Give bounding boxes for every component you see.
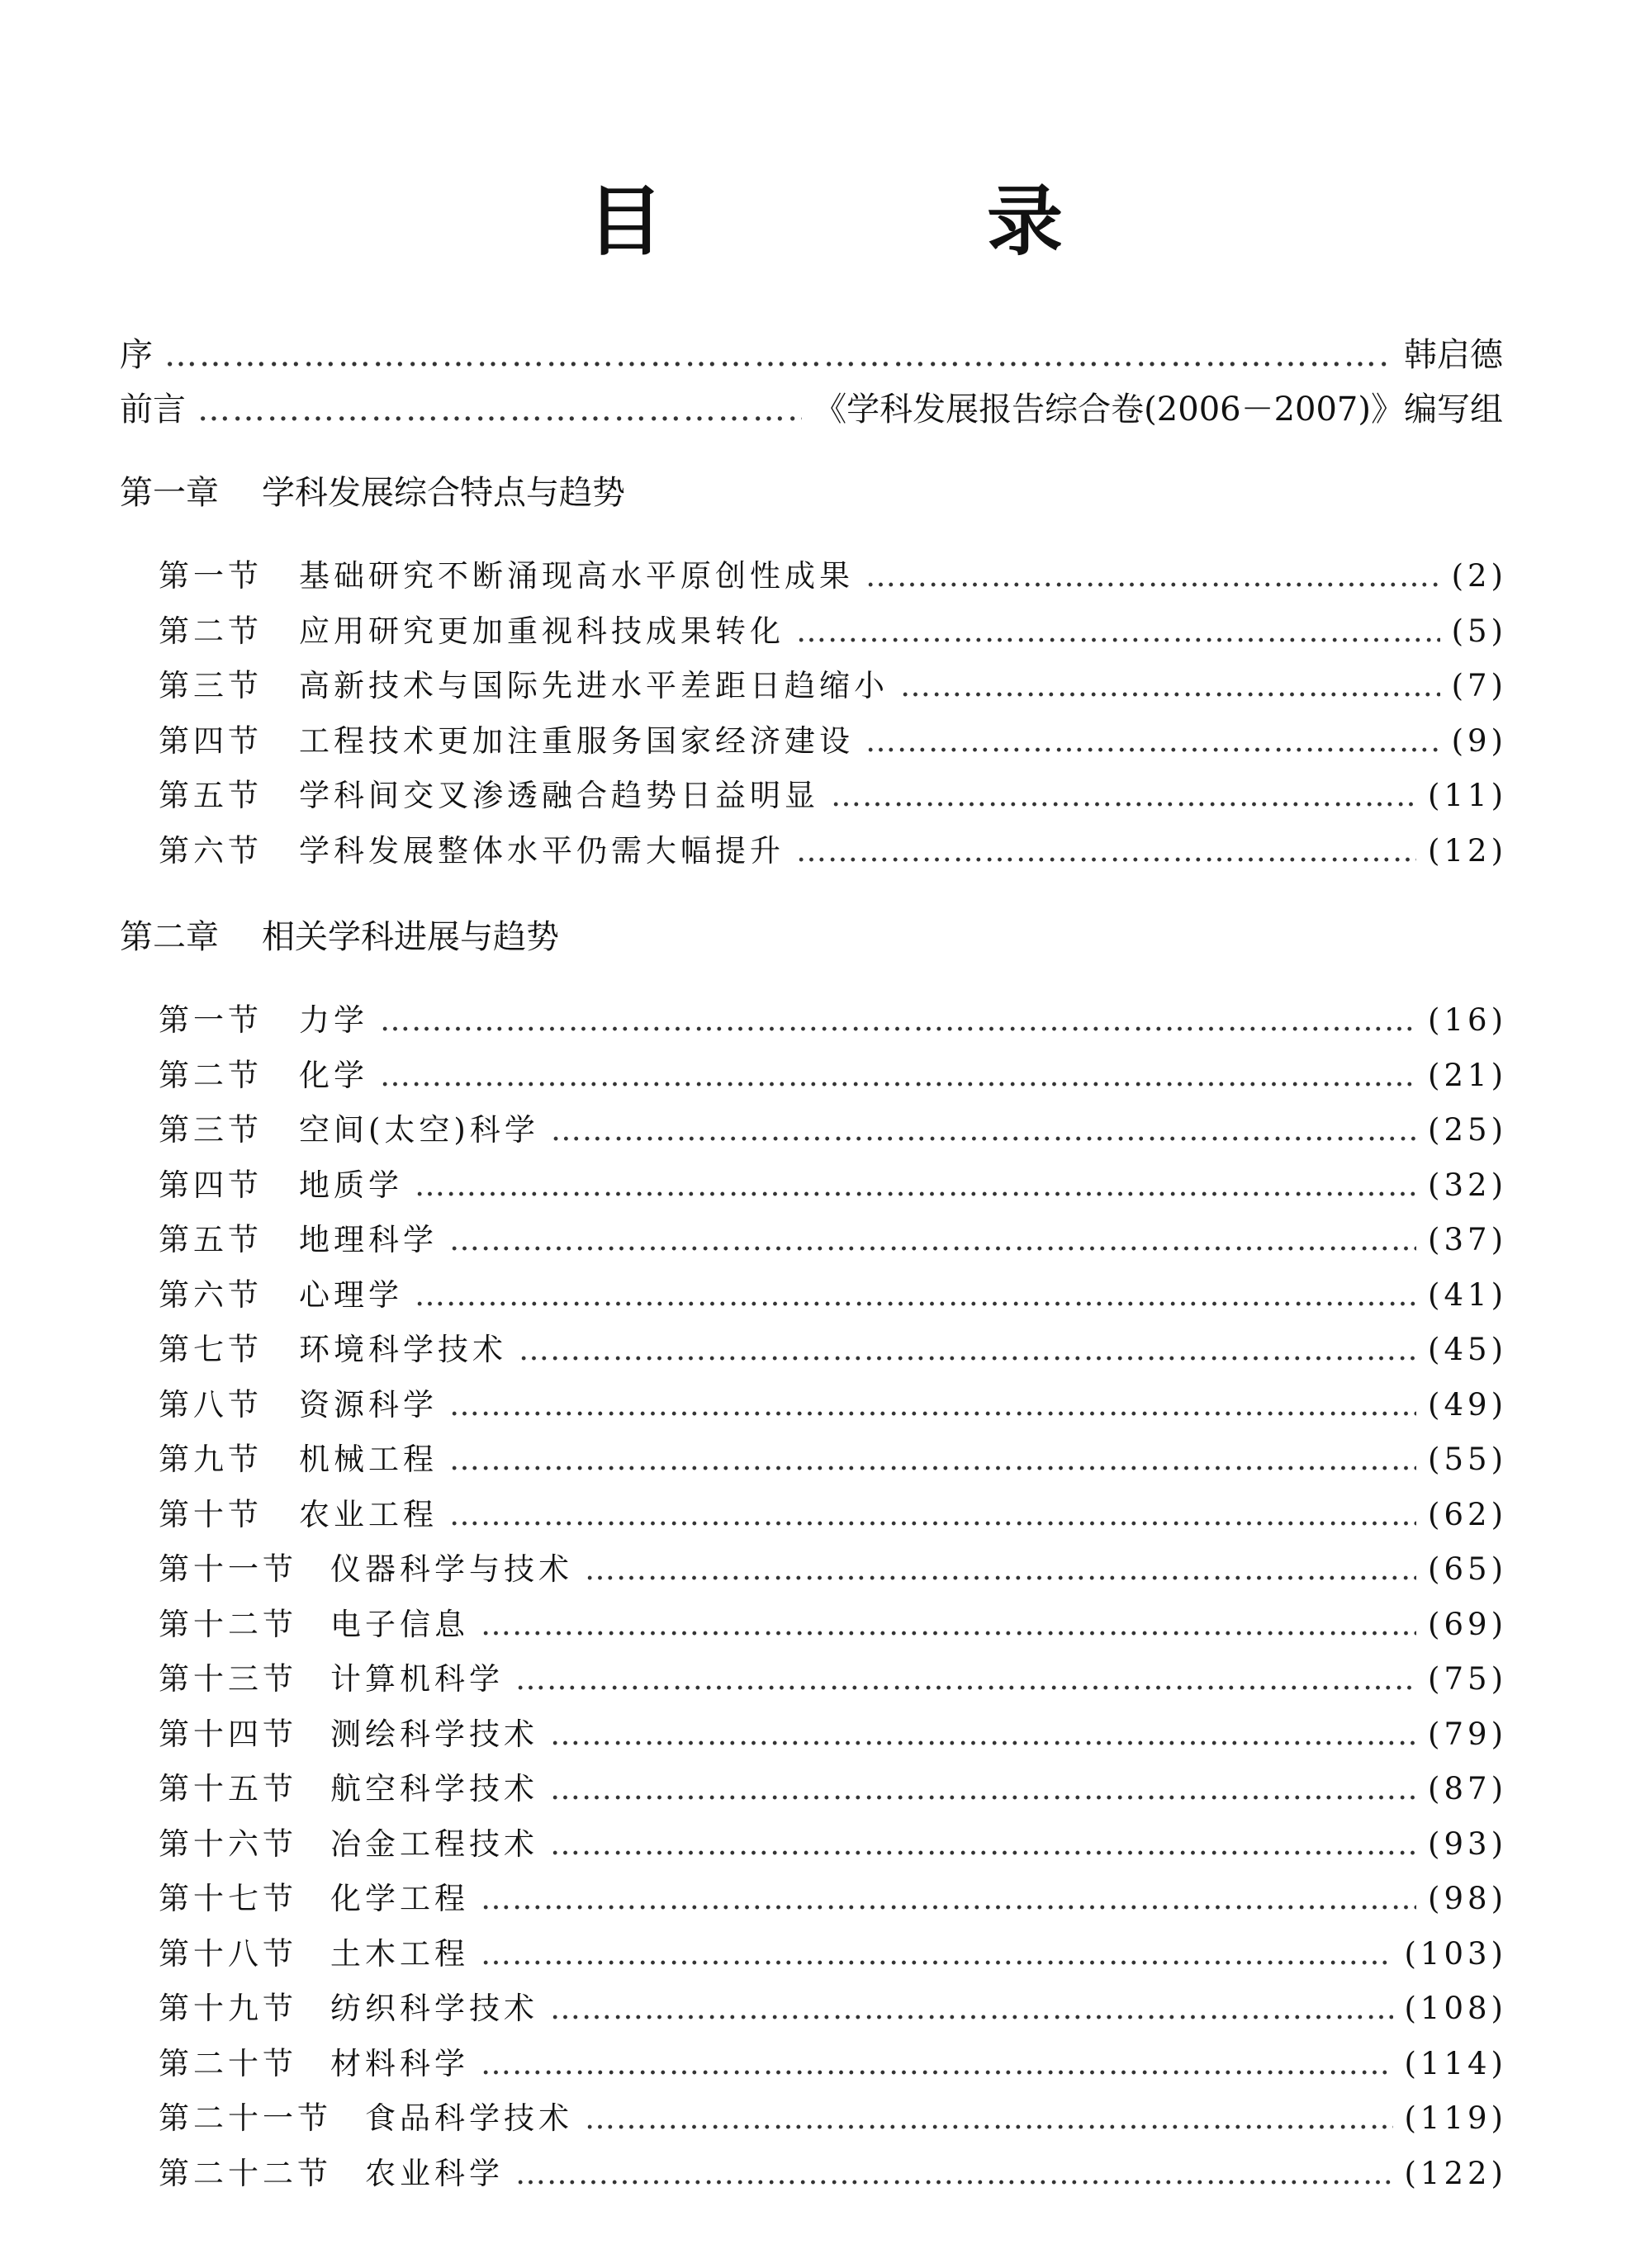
leader-dots (865, 558, 1440, 594)
section-title: 高新技术与国际先进水平差距日趋缩小 (299, 668, 889, 704)
leader-dots (197, 391, 802, 429)
section-title: 工程技术更加注重服务国家经济建设 (299, 722, 854, 759)
toc-section-entry[interactable] (159, 606, 1507, 651)
section-number: 第三节 (159, 1112, 263, 1148)
toc-section-entry[interactable] (159, 661, 1507, 705)
page-number: (69) (1428, 1606, 1507, 1642)
page-number: (11) (1428, 778, 1507, 814)
section-number: 第二十一节 (159, 2100, 332, 2136)
page-number: (65) (1428, 1551, 1507, 1587)
toc-section-entry[interactable] (159, 1764, 1507, 1808)
page-number: (119) (1404, 2100, 1507, 2136)
section-title: 心理学 (299, 1276, 403, 1313)
section-number: 第三节 (159, 668, 263, 704)
section-title: 机械工程 (299, 1442, 438, 1477)
section-number: 第二节 (159, 613, 263, 649)
leader-dots (449, 1387, 1416, 1423)
page-number: (49) (1428, 1386, 1507, 1423)
chapter-number: 第二章 (120, 918, 219, 956)
toc-section-entry[interactable] (159, 1324, 1507, 1369)
page-number: (9) (1451, 722, 1507, 759)
section-number: 第一节 (159, 558, 263, 594)
leader-dots (515, 1661, 1416, 1697)
leader-dots (831, 778, 1416, 813)
section-number: 第一节 (159, 1002, 263, 1038)
page-number: (98) (1428, 1881, 1507, 1916)
section-title: 地理科学 (299, 1222, 438, 1257)
section-number: 第七节 (159, 1332, 263, 1367)
toc-section-entry[interactable] (159, 716, 1507, 760)
section-number: 第六节 (159, 1276, 263, 1313)
entry-label: 序 (120, 336, 153, 374)
section-title: 电子信息 (330, 1606, 469, 1642)
toc-section-entry[interactable] (159, 1544, 1507, 1589)
toc-entry-preface[interactable] (120, 329, 1503, 376)
page-number: (25) (1428, 1112, 1507, 1148)
section-title: 航空科学技术 (330, 1771, 538, 1806)
page-number: (55) (1428, 1442, 1507, 1477)
page-number: (87) (1428, 1771, 1507, 1806)
page-number: (108) (1404, 1991, 1507, 2026)
page-number: (41) (1428, 1276, 1507, 1313)
leader-dots (585, 2100, 1393, 2136)
section-number: 第二节 (159, 1057, 263, 1093)
leader-dots (551, 1112, 1416, 1148)
toc-section-entry[interactable] (159, 1489, 1507, 1534)
page-number: (5) (1451, 613, 1507, 649)
page-number: (12) (1428, 833, 1507, 869)
section-number: 第四节 (159, 1167, 263, 1203)
section-number: 第二十节 (159, 2045, 297, 2081)
toc-section-entry[interactable] (159, 2038, 1507, 2083)
section-number: 第十二节 (159, 1606, 297, 1642)
section-title: 仪器科学与技术 (330, 1551, 573, 1587)
toc-section-entry[interactable] (159, 1160, 1507, 1205)
chapter-number: 第一章 (120, 474, 219, 512)
leader-dots (519, 1332, 1416, 1367)
page-number: (7) (1451, 668, 1507, 704)
toc-section-entry[interactable] (159, 1599, 1507, 1644)
page-number: (75) (1428, 1661, 1507, 1697)
toc-section-entry[interactable] (159, 2148, 1507, 2193)
section-number: 第十四节 (159, 1716, 297, 1752)
section-number: 第十六节 (159, 1825, 297, 1862)
toc-section-entry[interactable] (159, 1434, 1507, 1479)
leader-dots (481, 1607, 1416, 1642)
toc-section-entry[interactable] (159, 1929, 1507, 1973)
page-number: (93) (1428, 1825, 1507, 1862)
toc-section-entry[interactable] (159, 826, 1507, 870)
chapter-title: 学科发展综合特点与趋势 (262, 474, 625, 512)
leader-dots (380, 1002, 1416, 1038)
leader-dots (449, 1497, 1416, 1532)
toc-section-entry[interactable] (159, 1709, 1507, 1754)
section-number: 第十五节 (159, 1771, 297, 1806)
section-title: 应用研究更加重视科技成果转化 (299, 613, 785, 649)
section-number: 第十一节 (159, 1551, 297, 1587)
toc-section-entry[interactable] (159, 1380, 1507, 1424)
toc-section-entry[interactable] (159, 2093, 1507, 2138)
section-title: 化学工程 (330, 1881, 469, 1916)
toc-section-entry[interactable] (159, 995, 1507, 1039)
toc-section-entry[interactable] (159, 1983, 1507, 2028)
page-number: (45) (1428, 1332, 1507, 1367)
page-number: (62) (1428, 1496, 1507, 1532)
page-number: (16) (1428, 1002, 1507, 1038)
section-title: 学科间交叉渗透融合趋势日益明显 (299, 778, 819, 814)
leader-dots (900, 668, 1440, 703)
section-title: 农业工程 (299, 1496, 438, 1532)
leader-dots (449, 1442, 1416, 1477)
entry-author: 韩启德 (1404, 336, 1503, 374)
section-title: 基础研究不断涌现高水平原创性成果 (299, 558, 854, 594)
toc-section-entry[interactable] (159, 770, 1507, 815)
leader-dots (550, 1716, 1416, 1752)
section-title: 农业科学 (365, 2155, 504, 2191)
chapter-title: 相关学科进展与趋势 (262, 918, 559, 956)
page-number: (79) (1428, 1716, 1507, 1752)
leader-dots (796, 613, 1440, 649)
section-title: 资源科学 (299, 1386, 438, 1423)
section-number: 第九节 (159, 1442, 263, 1477)
page-number: (37) (1428, 1222, 1507, 1257)
section-title: 纺织科学技术 (330, 1991, 538, 2026)
toc-section-entry[interactable] (159, 1270, 1507, 1314)
section-number: 第六节 (159, 833, 263, 869)
section-title: 测绘科学技术 (330, 1716, 538, 1752)
section-number: 第五节 (159, 778, 263, 814)
leader-dots (865, 723, 1440, 759)
section-number: 第十八节 (159, 1935, 297, 1972)
page-title: 目 录 (586, 177, 1187, 266)
page-number: (114) (1404, 2045, 1507, 2081)
entry-author: 《学科发展报告综合卷(2006－2007)》编写组 (813, 391, 1503, 429)
chapter-heading-2[interactable] (120, 911, 559, 958)
section-title: 学科发展整体水平仍需大幅提升 (299, 833, 785, 869)
leader-dots (164, 336, 1392, 374)
chapter-heading-1[interactable] (120, 466, 625, 514)
section-title: 地质学 (299, 1167, 403, 1203)
toc-section-entry[interactable] (159, 1819, 1507, 1863)
leader-dots (796, 833, 1416, 869)
toc-section-entry[interactable] (159, 1873, 1507, 1918)
toc-section-entry[interactable] (159, 551, 1507, 595)
leader-dots (415, 1167, 1416, 1203)
section-number: 第十节 (159, 1496, 263, 1532)
page-number: (2) (1451, 558, 1507, 594)
leader-dots (550, 1771, 1416, 1806)
toc-section-entry[interactable] (159, 1050, 1507, 1095)
section-title: 冶金工程技术 (330, 1825, 538, 1862)
section-title: 材料科学 (330, 2045, 469, 2081)
section-number: 第二十二节 (159, 2155, 332, 2191)
leader-dots (481, 1936, 1393, 1972)
section-number: 第四节 (159, 722, 263, 759)
page-number: (21) (1428, 1057, 1507, 1093)
section-number: 第五节 (159, 1222, 263, 1257)
section-title: 土木工程 (330, 1935, 469, 1972)
section-title: 化学 (299, 1057, 368, 1093)
leader-dots (449, 1222, 1416, 1257)
entry-label: 前言 (120, 391, 186, 429)
leader-dots (585, 1551, 1416, 1587)
section-title: 空间(太空)科学 (299, 1112, 539, 1148)
toc-section-entry[interactable] (159, 1654, 1507, 1698)
page-number: (103) (1404, 1935, 1507, 1972)
section-title: 食品科学技术 (365, 2100, 573, 2136)
section-title: 力学 (299, 1002, 368, 1038)
section-number: 第十三节 (159, 1661, 297, 1697)
page-number: (122) (1404, 2155, 1507, 2191)
section-number: 第十九节 (159, 1991, 297, 2026)
leader-dots (515, 2156, 1393, 2191)
toc-section-entry[interactable] (159, 1105, 1507, 1149)
section-number: 第八节 (159, 1386, 263, 1423)
leader-dots (481, 2046, 1393, 2081)
leader-dots (380, 1058, 1416, 1093)
page-number: (32) (1428, 1167, 1507, 1203)
leader-dots (550, 1826, 1416, 1862)
leader-dots (550, 1991, 1393, 2026)
toc-entry-foreword[interactable] (120, 383, 1503, 430)
section-title: 计算机科学 (330, 1661, 504, 1697)
section-number: 第十七节 (159, 1881, 297, 1916)
leader-dots (415, 1277, 1416, 1313)
leader-dots (481, 1881, 1416, 1916)
section-title: 环境科学技术 (299, 1332, 507, 1367)
toc-section-entry[interactable] (159, 1214, 1507, 1259)
